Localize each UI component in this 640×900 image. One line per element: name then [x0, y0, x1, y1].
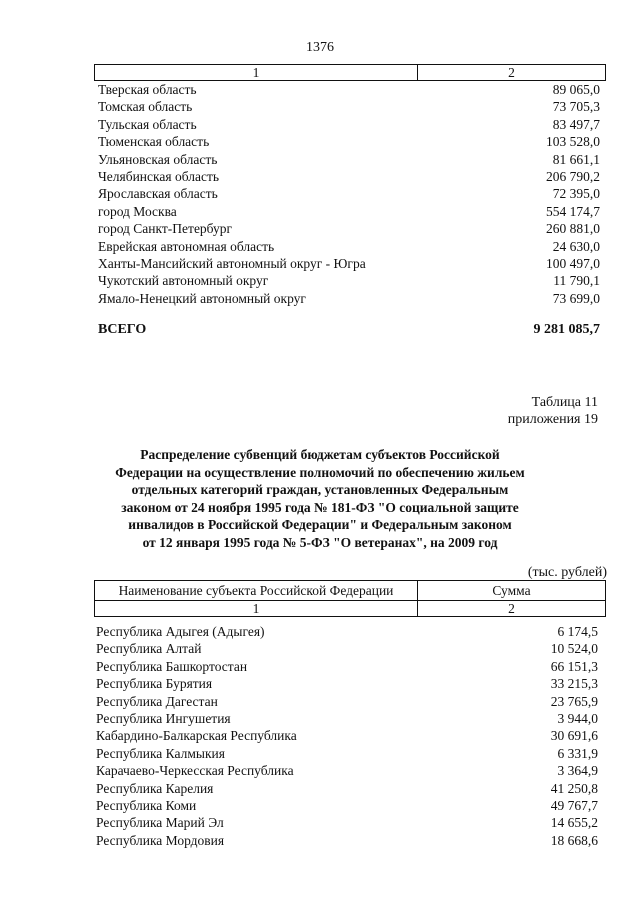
- region-name: Карачаево-Черкесская Республика: [96, 763, 294, 779]
- region-name: Тульская область: [98, 116, 197, 132]
- region-name: Ханты-Мансийский автономный округ - Югра: [98, 255, 366, 271]
- table-row: [98, 81, 600, 98]
- region-amount: 6 174,5: [557, 624, 598, 639]
- region-name: Республика Адыгея (Адыгея): [96, 624, 265, 639]
- region-amount: 41 250,8: [550, 780, 598, 796]
- region-name: Республика Дагестан: [96, 693, 218, 709]
- table2-col2-number: 2: [417, 601, 605, 616]
- heading-line: Распределение субвенций бюджетам субъектов Российской: [140, 447, 500, 462]
- table-row: [96, 710, 598, 727]
- region-amount: 100 497,0: [546, 255, 600, 271]
- table-row: [98, 290, 600, 307]
- document-heading: [60, 446, 580, 552]
- table1-col2-number: 2: [417, 65, 605, 80]
- table-row: [96, 745, 598, 762]
- table1-column-header: [94, 64, 606, 81]
- region-name: Республика Ингушетия: [96, 710, 231, 726]
- table-row: [98, 168, 600, 185]
- table-row: [98, 151, 600, 168]
- page-number: 1376: [306, 40, 334, 55]
- region-amount: 66 151,3: [550, 658, 598, 674]
- region-amount: 89 065,0: [552, 82, 600, 97]
- region-amount: 3 364,9: [557, 763, 598, 779]
- heading-line: Федерации на осуществление полномочий по обеспечению жильем: [115, 464, 525, 480]
- heading-line: от 12 января 1995 года № 5-ФЗ "О ветеранах", на 2009 год: [142, 534, 498, 550]
- region-name: Ярославская область: [98, 186, 218, 202]
- region-name: Республика Калмыкия: [96, 745, 225, 761]
- region-amount: 73 705,3: [552, 99, 600, 115]
- region-amount: 73 699,0: [552, 290, 600, 306]
- heading-line: отдельных категорий граждан, установленных Федеральным: [131, 482, 509, 498]
- region-amount: 103 528,0: [546, 134, 600, 150]
- region-name: Республика Алтай: [96, 641, 202, 657]
- table-row: [96, 797, 598, 814]
- region-name: Республика Башкортостан: [96, 658, 248, 674]
- table-row: [98, 98, 600, 115]
- table1-total-row: [98, 322, 600, 338]
- table-number: Таблица 11: [531, 395, 598, 410]
- region-name: Республика Коми: [96, 797, 197, 813]
- table2-header-name: Наименование субъекта Российской Федерации: [118, 583, 394, 598]
- region-amount: 24 630,0: [552, 238, 600, 254]
- table-row: [96, 623, 598, 640]
- region-name: Ульяновская область: [98, 151, 218, 167]
- region-name: Еврейская автономная область: [98, 238, 275, 254]
- region-name: Республика Бурятия: [96, 676, 213, 692]
- table-label: [508, 394, 598, 428]
- heading-line: инвалидов в Российской Федерации" и Федеральным законом: [128, 517, 512, 533]
- table2-header: [94, 580, 606, 617]
- table-row: [96, 693, 598, 710]
- total-label: ВСЕГО: [98, 322, 147, 337]
- table1-col1-number: 1: [252, 65, 260, 80]
- region-amount: 23 765,9: [550, 693, 598, 709]
- region-amount: 18 668,6: [550, 832, 598, 848]
- table-row: [96, 762, 598, 779]
- region-amount: 10 524,0: [550, 641, 598, 657]
- table-row: [98, 272, 600, 289]
- table-row: [96, 658, 598, 675]
- table-row: [96, 640, 598, 657]
- region-amount: 3 944,0: [557, 710, 598, 726]
- region-name: Республика Марий Эл: [96, 815, 224, 831]
- table-row: [98, 185, 600, 202]
- region-name: город Санкт-Петербург: [98, 221, 233, 237]
- region-amount: 11 790,1: [553, 273, 600, 289]
- region-name: Кабардино-Балкарская Республика: [96, 728, 297, 744]
- table-row: [98, 203, 600, 220]
- table2-header-sum: Сумма: [417, 581, 605, 600]
- table2-body: [96, 623, 598, 849]
- total-value: 9 281 085,7: [533, 322, 600, 337]
- region-name: Челябинская область: [98, 168, 220, 184]
- table-row: [98, 116, 600, 133]
- table-row: [98, 133, 600, 150]
- region-name: Республика Карелия: [96, 780, 214, 796]
- region-amount: 206 790,2: [546, 168, 600, 184]
- region-name: Томская область: [98, 99, 193, 115]
- heading-line: законом от 24 ноября 1995 года № 181-ФЗ "О социальной защите: [121, 499, 519, 515]
- region-name: Чукотский автономный округ: [98, 273, 269, 289]
- region-name: Республика Мордовия: [96, 832, 225, 848]
- region-amount: 30 691,6: [550, 728, 598, 744]
- region-amount: 554 174,7: [546, 203, 600, 219]
- region-amount: 72 395,0: [552, 186, 600, 202]
- table-row: [96, 814, 598, 831]
- region-amount: 14 655,2: [550, 815, 598, 831]
- table1-body: [98, 81, 600, 307]
- table-row: [98, 220, 600, 237]
- table-row: [96, 675, 598, 692]
- table2-col1-number: 1: [252, 601, 260, 616]
- table-row: [96, 780, 598, 797]
- region-name: Ямало-Ненецкий автономный округ: [98, 290, 306, 306]
- region-amount: 49 767,7: [550, 797, 598, 813]
- table-row: [96, 832, 598, 849]
- table-row: [98, 238, 600, 255]
- appendix-number: приложения 19: [507, 412, 598, 427]
- region-amount: 83 497,7: [552, 116, 600, 132]
- table-row: [96, 727, 598, 744]
- region-name: город Москва: [98, 203, 177, 219]
- region-name: Тверская область: [98, 82, 197, 97]
- table-row: [98, 255, 600, 272]
- region-amount: 260 881,0: [546, 221, 600, 237]
- region-name: Тюменская область: [98, 134, 210, 150]
- unit-label: (тыс. рублей): [527, 565, 607, 580]
- region-amount: 81 661,1: [552, 151, 600, 167]
- region-amount: 6 331,9: [557, 745, 598, 761]
- region-amount: 33 215,3: [550, 676, 598, 692]
